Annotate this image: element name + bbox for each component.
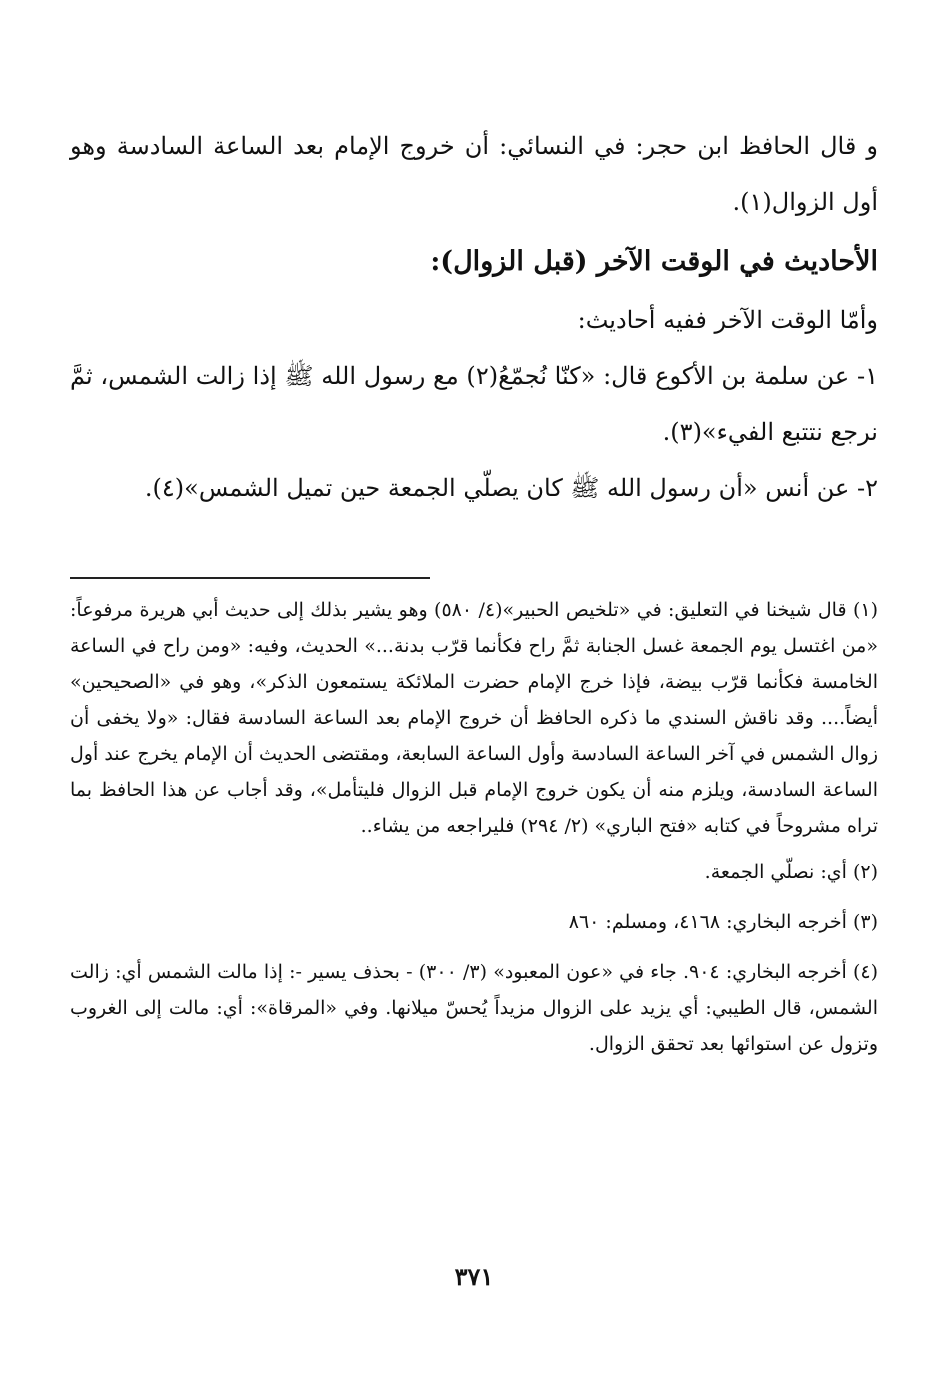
paragraph-ibn-hajar: و قال الحافظ ابن حجر: في النسائي: أن خروج الإمام بعد الساعة السادسة وهو أول الزوال(١). [70, 132, 878, 216]
footnote-divider [70, 577, 430, 579]
paragraph-intro: وأمّا الوقت الآخر ففيه أحاديث: [577, 306, 878, 334]
footnote-4: (٤) أخرجه البخاري: ٩٠٤. جاء في «عون المعبود» (٣/ ٣٠٠) - بحذف يسير -: إذا مالت الشمس أي: زالت الشمس، قال الطيبي: أي يزيد على الزوال مزيداً يُحسّ ميلانها. وفي «المرقاة»: أي: مالت إلى الغروب وتزول عن استوائها بعد تحقق الزوال. [70, 961, 878, 1055]
footnotes [70, 592, 878, 1072]
footnote-1: (١) قال شيخنا في التعليق: في «تلخيص الحبير»(٤/ ٥٨٠) وهو يشير بذلك إلى حديث أبي هريرة مرفوعاً: «من اغتسل يوم الجمعة غسل الجنابة ثمَّ راح فكأنما قرّب بدنة...» الحديث، وفيه: «ومن راح في الساعة الخامسة فكأنما قرّب بيضة، فإذا خرج الإمام حضرت الملائكة يستمعون الذكر»، وهو في «الصحيحين» أيضاً.... وقد ناقش السندي ما ذكره الحافظ أن خروج الإمام بعد الساعة السادسة فقال: «ولا يخفى أن زوال الشمس في آخر الساعة السادسة وأول الساعة السابعة، ومقتضى الحديث أن الإمام يخرج عند أول الساعة السادسة، ويلزم منه أن يكون خروج الإمام قبل الزوال فليتأمل»، وقد أجاب عن هذا الحافظ بما تراه مشروحاً في كتابه «فتح الباري» (٢/ ٢٩٤) فليراجعه من يشاء.. [70, 599, 878, 837]
main-text [70, 118, 878, 516]
footnote-2: (٢) أي: نصلّي الجمعة. [704, 861, 878, 883]
footnote-3: (٣) أخرجه البخاري: ٤١٦٨، ومسلم: ٨٦٠ [568, 911, 878, 933]
hadith-salama: ١- عن سلمة بن الأكوع قال: «كنّا نُجمّعُ(٢) مع رسول الله ﷺ إذا زالت الشمس، ثمَّ نرجع نتتبع الفيء»(٣). [70, 362, 879, 446]
section-heading: الأحاديث في الوقت الآخر (قبل الزوال): [430, 246, 878, 277]
page-number: ٣٧١ [454, 1262, 494, 1291]
hadith-anas: ٢- عن أنس «أن رسول الله ﷺ كان يصلّي الجمعة حين تميل الشمس»(٤). [144, 474, 878, 502]
